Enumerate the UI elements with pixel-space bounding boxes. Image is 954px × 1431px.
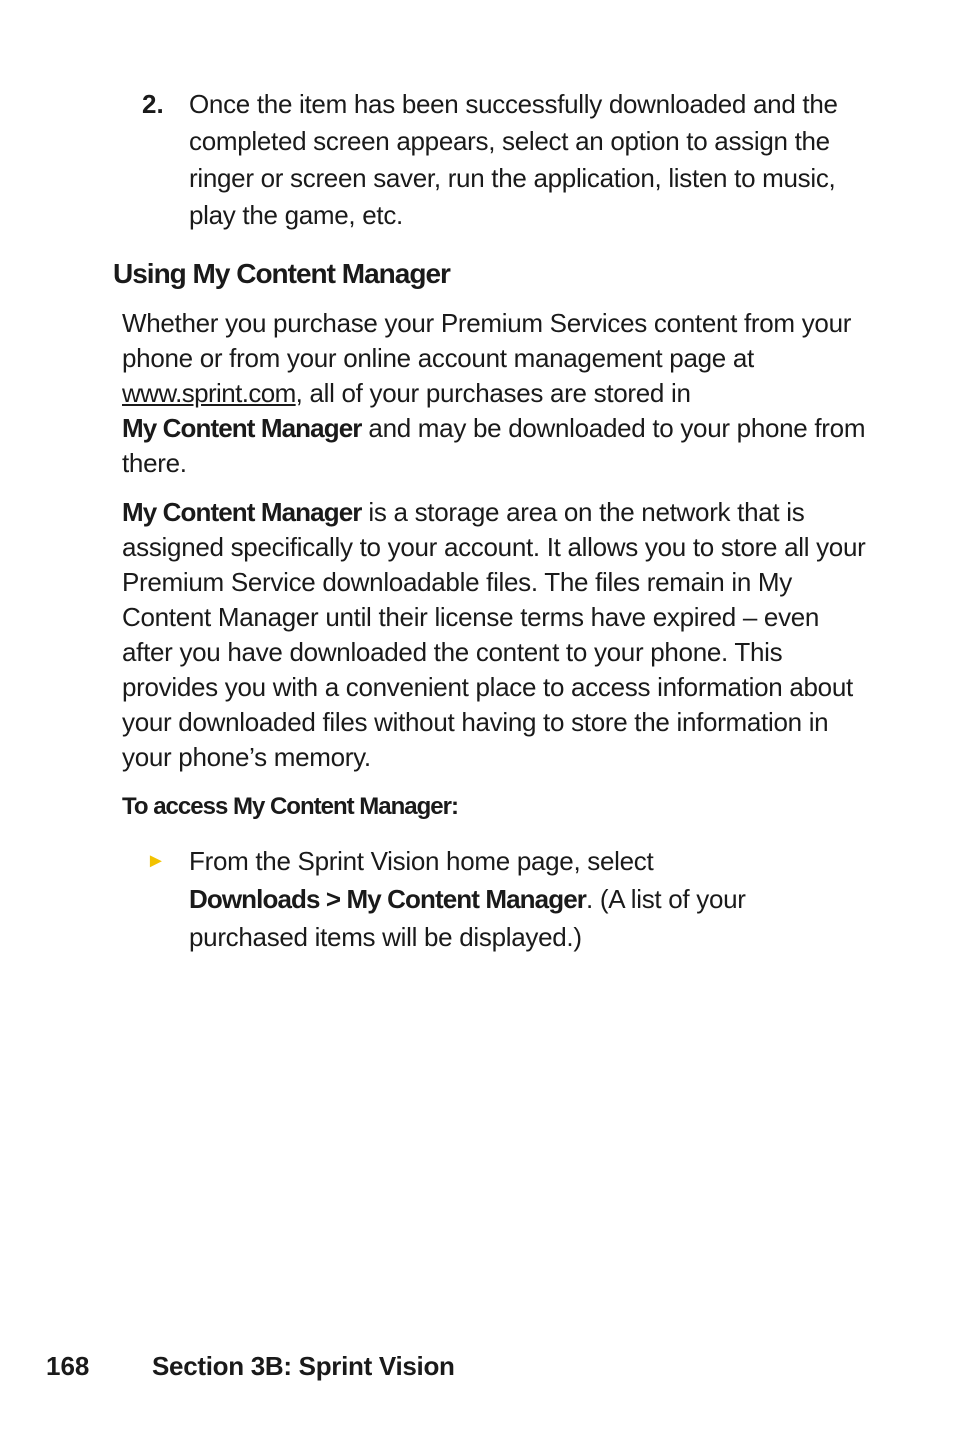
- access-subheading: To access My Content Manager:: [122, 793, 458, 820]
- intro-text-3: and may be downloaded to your phone from there.: [122, 413, 866, 478]
- description-text: is a storage area on the network that is assigned specifically to your account. It allows you to store all your Premium Service downloadable files. The files remain in My Content Manager until their license terms have expired – even after you have downloaded the content to your phone. This provides you with a convenient place to access information about your downloaded files without having to store the information in your phone’s memory.: [122, 497, 866, 772]
- intro-text-2: , all of your purchases are stored in: [295, 378, 691, 408]
- triangle-bullet-icon: ►: [146, 850, 166, 872]
- instruction-text: [189, 842, 866, 956]
- instruction-text-1: From the Sprint Vision home page, select: [189, 846, 654, 876]
- menu-path: Downloads > My Content Manager: [189, 884, 586, 914]
- footer-section-title: Section 3B: Sprint Vision: [152, 1351, 455, 1381]
- instruction-text-2: . (A list of your purchased items will be displayed.): [189, 884, 746, 952]
- section-heading: Using My Content Manager: [113, 258, 450, 289]
- intro-paragraph: [122, 306, 867, 481]
- page-number: 168: [46, 1351, 90, 1381]
- intro-text-1: Whether you purchase your Premium Services content from your phone or from your online account management page at: [122, 308, 852, 373]
- intro-bold-term: My Content Manager: [122, 413, 362, 443]
- description-paragraph: [122, 495, 867, 775]
- sprint-website-link[interactable]: www.sprint.com: [122, 378, 296, 408]
- step-number: 2.: [142, 89, 164, 119]
- access-instruction: [146, 842, 866, 956]
- description-bold-term: My Content Manager: [122, 497, 362, 527]
- step-2: [142, 86, 882, 234]
- step-text: Once the item has been successfully downloaded and the completed screen appears, select an option to assign the ringer or screen saver, run the application, listen to music, play the game, etc.: [189, 89, 838, 230]
- page-footer: [46, 1348, 455, 1384]
